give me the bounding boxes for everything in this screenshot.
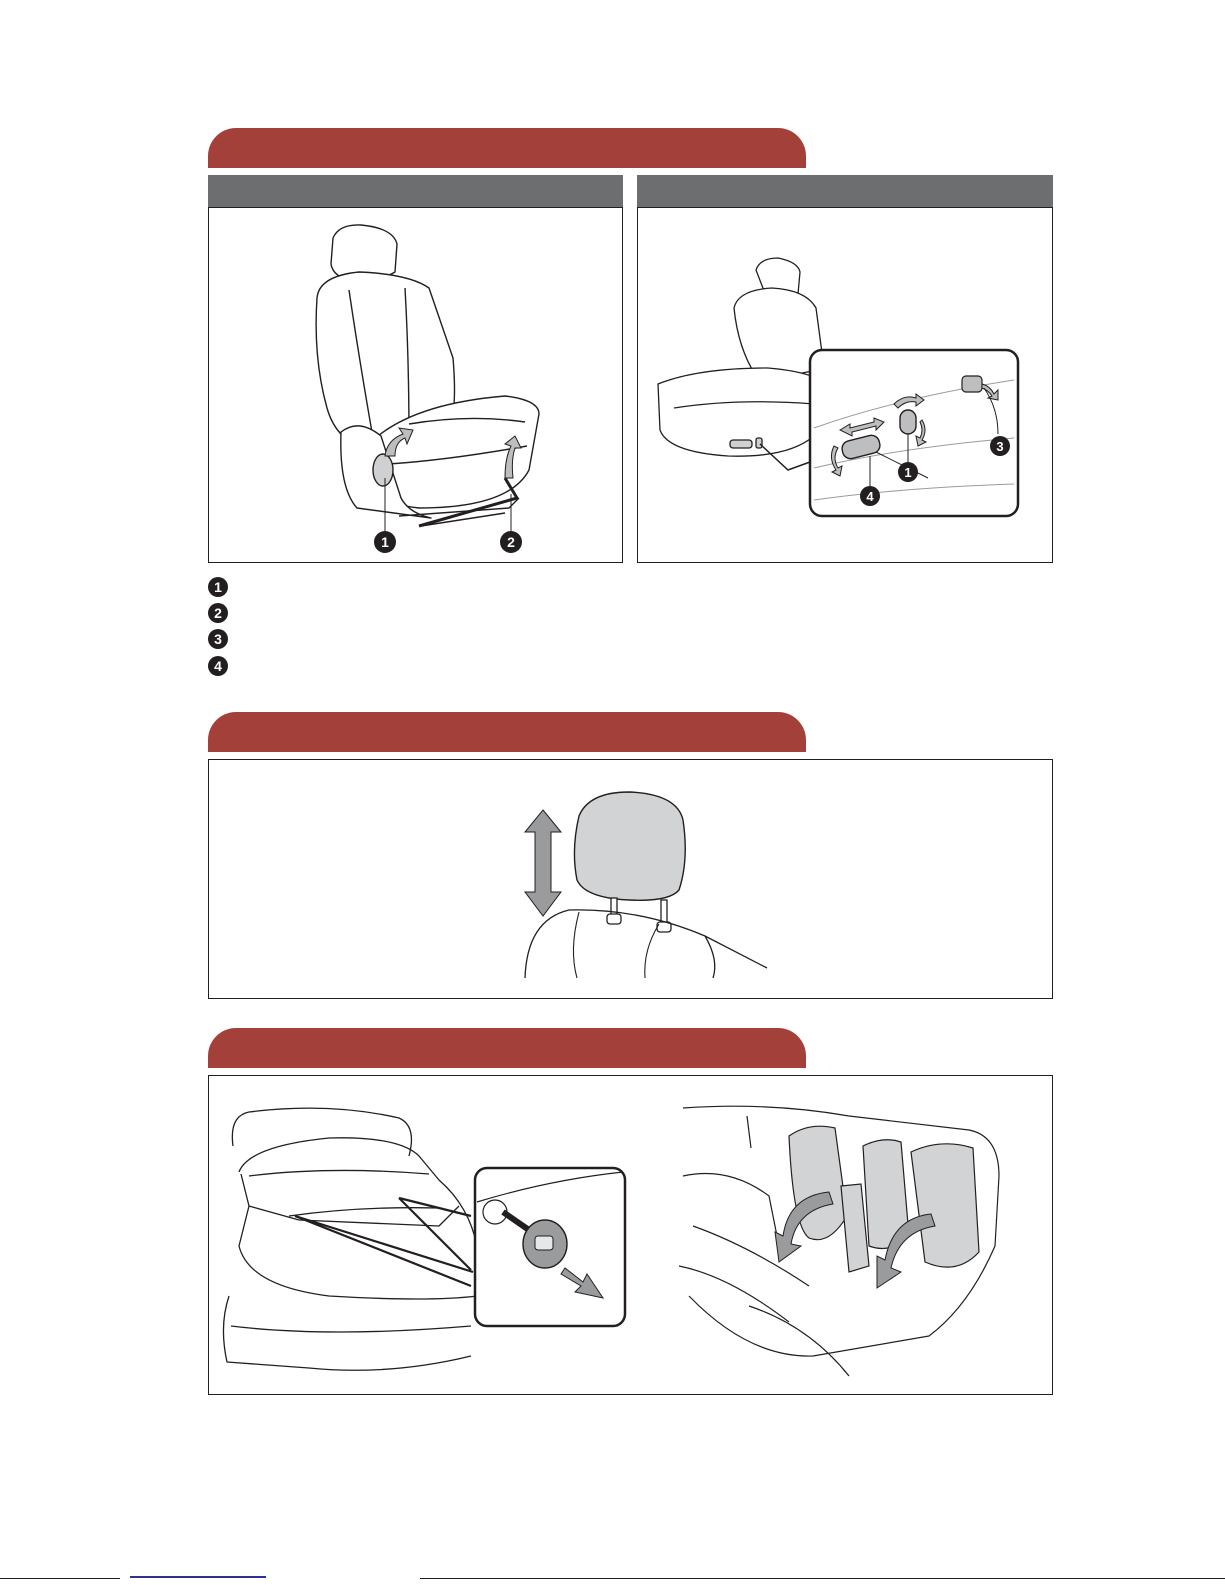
legend-number: 2 [208, 603, 228, 623]
rear-seat-illustration [209, 1076, 1054, 1396]
section-banner-head-restraints [208, 712, 806, 752]
legend-number: 4 [208, 656, 228, 676]
legend-item [208, 603, 608, 623]
power-seat-illustration [638, 208, 1054, 564]
callout-4: 4 [866, 489, 874, 504]
legend-item [208, 656, 608, 676]
callout-3: 3 [996, 439, 1004, 454]
legend-number: 3 [208, 629, 228, 649]
legend-item [208, 629, 608, 649]
subbar-power-seat [637, 175, 1053, 207]
head-restraint-panel [208, 759, 1053, 999]
callout-2: 2 [507, 534, 515, 550]
footer-link-mark [130, 1576, 266, 1578]
power-seat-panel [637, 207, 1053, 563]
manual-seat-panel [208, 207, 623, 563]
section-banner-seats [208, 128, 806, 168]
legend-number: 1 [208, 577, 228, 597]
legend-item [208, 577, 608, 597]
footer-rule [420, 1578, 1225, 1579]
callout-1: 1 [904, 465, 912, 480]
section-banner-rear-seats [208, 1028, 806, 1068]
manual-seat-illustration [209, 208, 624, 564]
rear-seat-panel [208, 1075, 1053, 1395]
subbar-manual-seat [208, 175, 623, 207]
footer-rule [0, 1578, 120, 1579]
callout-1: 1 [381, 534, 389, 550]
head-restraint-illustration [209, 760, 1054, 1000]
